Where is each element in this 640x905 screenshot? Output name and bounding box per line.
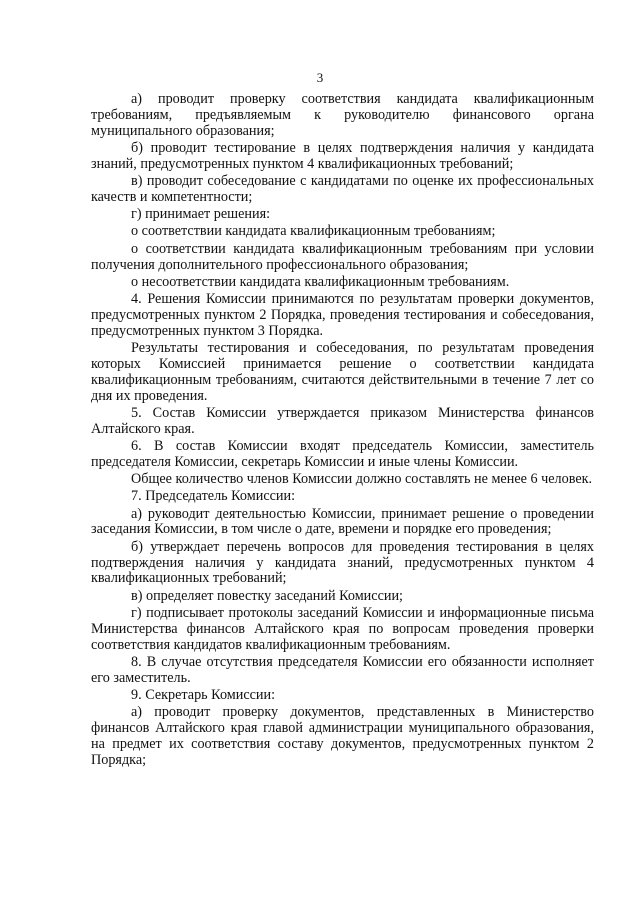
paragraph-9: 9. Секретарь Комиссии: (131, 686, 276, 703)
paragraph-7-g: г) подписывает протоколы заседаний Комиссии и информационные письма Министерства финансов Алтайского края по вопросам проведения проверки соответствия кандидатов квалификационным требованиям. (91, 604, 594, 653)
paragraph-3-g: г) принимает решения: (131, 206, 271, 223)
paragraph-6-members-count: Общее количество членов Комиссии должно составлять не менее 6 человек. (131, 471, 593, 488)
paragraph-7-v: в) определяет повестку заседаний Комиссии; (131, 587, 403, 604)
page-number: 3 (316, 70, 324, 85)
paragraph-7: 7. Председатель Комиссии: (131, 488, 296, 505)
paragraph-5: 5. Состав Комиссии утверждается приказом Министерства финансов Алтайского края. (91, 404, 594, 437)
paragraph-8: 8. В случае отсутствия председателя Комиссии его обязанности исполняет его заместитель. (91, 653, 594, 686)
paragraph-4-results: Результаты тестирования и собеседования, по результатам проведения которых Комиссией принимается решение о соответствии кандидата квалификационным требованиям, считаются действительными в течение 7 лет со дня их проведения. (91, 339, 594, 404)
paragraph-7-b: б) утверждает перечень вопросов для проведения тестирования в целях подтверждения наличия у кандидата знаний, предусмотренных пунктом 4 квалификационных требований; (91, 538, 594, 587)
decision-option-conditional: о соответствии кандидата квалификационным требованиям при условии получения дополнительного профессионального образования; (91, 240, 594, 273)
paragraph-9-a: а) проводит проверку документов, представленных в Министерство финансов Алтайского края главой администрации муниципального образования, на предмет их соответствия составу документов, предусмотренных пунктом 2 Порядка; (91, 704, 594, 768)
paragraph-3-a: а) проводит проверку соответствия кандидата квалификационным требованиям, предъявляемым к руководителю финансового органа муниципального образования; (91, 91, 594, 139)
paragraph-7-a: а) руководит деятельностью Комиссии, принимает решение о проведении заседания Комиссии, в том числе о дате, времени и порядке его проведения; (91, 505, 594, 538)
body-text (91, 92, 594, 769)
decision-option-noncompliant: о несоответствии кандидата квалификационным требованиям. (131, 273, 510, 290)
paragraph-6: 6. В состав Комиссии входят председатель Комиссии, заместитель председателя Комиссии, секретарь Комиссии и иные члены Комиссии. (91, 438, 594, 470)
paragraph-3-b: б) проводит тестирование в целях подтверждения наличия у кандидата знаний, предусмотренных пунктом 4 квалификационных требований; (91, 140, 594, 172)
decision-option-compliant: о соответствии кандидата квалификационным требованиям; (131, 223, 496, 240)
paragraph-3-v: в) проводит собеседование с кандидатами по оценке их профессиональных качеств и компетентности; (91, 173, 594, 206)
paragraph-4: 4. Решения Комиссии принимаются по результатам проверки документов, предусмотренных пунктом 2 Порядка, проведения тестирования и собеседования, предусмотренных пунктом 3 Порядка. (91, 290, 594, 339)
